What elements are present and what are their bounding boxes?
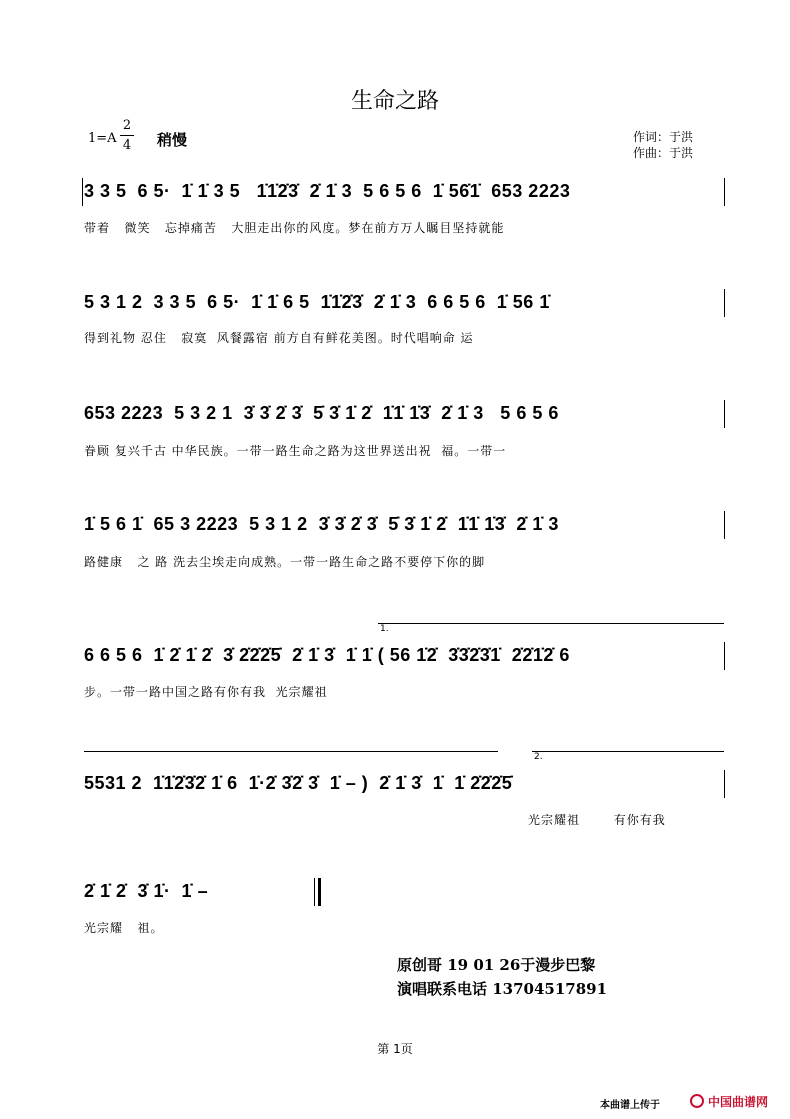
lyrics-line-7: 光宗耀 祖。 (84, 921, 164, 935)
notation-line-4: 1̇ 5 6 1̇ 65 3 2223 5 3 1 2 3̇ 3̇ 2̇ 3̇ 5̇ 3̇ 1̇ 2̇ 1̇1̇ 1̇3̇ 2̇ 1̇ 3 (84, 514, 559, 534)
barline (724, 178, 725, 206)
volta-bracket-2 (532, 751, 724, 752)
tempo-marking: 稍慢 (157, 131, 188, 149)
barline (724, 400, 725, 428)
site-logo[interactable] (690, 1092, 785, 1110)
upload-note: 本曲谱上传于 (600, 1100, 660, 1111)
barline (724, 289, 725, 317)
page-title: 生命之路 (350, 89, 439, 114)
notation-line-1: 3 3 5 6 5· 1̇ 1̇ 3 5 1̇1̇2̇3̇ 2̇ 1̇ 3 5 6 5 6 1̇ 56̇1̇ 653 2223 (84, 181, 571, 201)
notation-line-6: 5531 2 1̇1̇2̇3̇2̇ 1̇ 6 1̇·2̇ 3̇2̇ 3̇ 1̇ – ) 2̇ 1̇ 3̇ 1̇ 1̇ 2̇2̇2̇5̇ (84, 773, 513, 793)
notation-line-5: 6 6 5 6 1̇ 2̇ 1̇ 2̇ 3̇ 2̇2̇2̇5̇ 2̇ 1̇ 3̇ 1̇ 1̇ ( 56 1̇2̇ 3̇3̇2̇3̇1̇ 2̇2̇1̇2̇ 6 (84, 645, 570, 665)
lyrics-line-6: 光宗耀祖 有你有我 (528, 813, 666, 827)
logo-text: 中国曲谱网 (708, 1095, 769, 1109)
barline (724, 511, 725, 539)
final-barline (318, 878, 321, 906)
notation-line-7: 2̇ 1̇ 2̇ 3̇ 1̇· 1̇ – (84, 881, 209, 901)
barline (724, 770, 725, 798)
lyrics-line-4: 路健康 之 路 洗去尘埃走向成熟。一带一路生命之路不要停下你的脚 (84, 555, 486, 569)
key-signature: 1=A (88, 131, 117, 146)
footer-contact: 演唱联系电话 13704517891 (397, 980, 608, 998)
volta-1-label: 1. (380, 624, 389, 634)
page-number: 第 1页 (377, 1042, 413, 1056)
lyrics-line-2: 得到礼物 忍住 寂寞 风餐露宿 前方自有鲜花美图。时代唱响命 运 (84, 331, 474, 345)
logo-icon (690, 1094, 704, 1108)
lyrics-line-3: 眷顾 复兴千古 中华民族。一带一路生命之路为这世界送出祝 福。一带一 (84, 444, 507, 458)
lyricist-credit: 作词：于洪 (633, 130, 694, 144)
composer-credit: 作曲：于洪 (633, 146, 694, 160)
time-sig-top: 2 (122, 118, 132, 133)
lyrics-line-1: 带着 微笑 忘掉痛苦 大胆走出你的风度。梦在前方万人瞩目坚持就能 (84, 221, 505, 235)
barline (724, 642, 725, 670)
lyrics-line-5: 步。一带一路中国之路有你有我 光宗耀祖 (84, 685, 328, 699)
notation-line-3: 653 2223 5 3 2 1 3̇ 3̇ 2̇ 3̇ 5̇ 3̇ 1̇ 2̇ 1̇1̇ 1̇3̇ 2̇ 1̇ 3 5 6 5 6 (84, 403, 559, 423)
footer-author: 原创哥 19 01 26于漫步巴黎 (397, 956, 596, 974)
time-signature (120, 117, 134, 154)
notation-line-2: 5 3 1 2 3 3 5 6 5· 1̇ 1̇ 6 5 1̇1̇2̇3̇ 2̇ 1̇ 3 6 6 5 6 1̇ 56 1̇ (84, 292, 550, 312)
volta-2-label: 2. (534, 752, 543, 762)
barline (314, 878, 315, 906)
volta-bracket-1-cont (84, 751, 498, 752)
barline (82, 178, 83, 206)
time-sig-bottom: 4 (122, 138, 132, 153)
volta-bracket-1 (378, 623, 724, 624)
